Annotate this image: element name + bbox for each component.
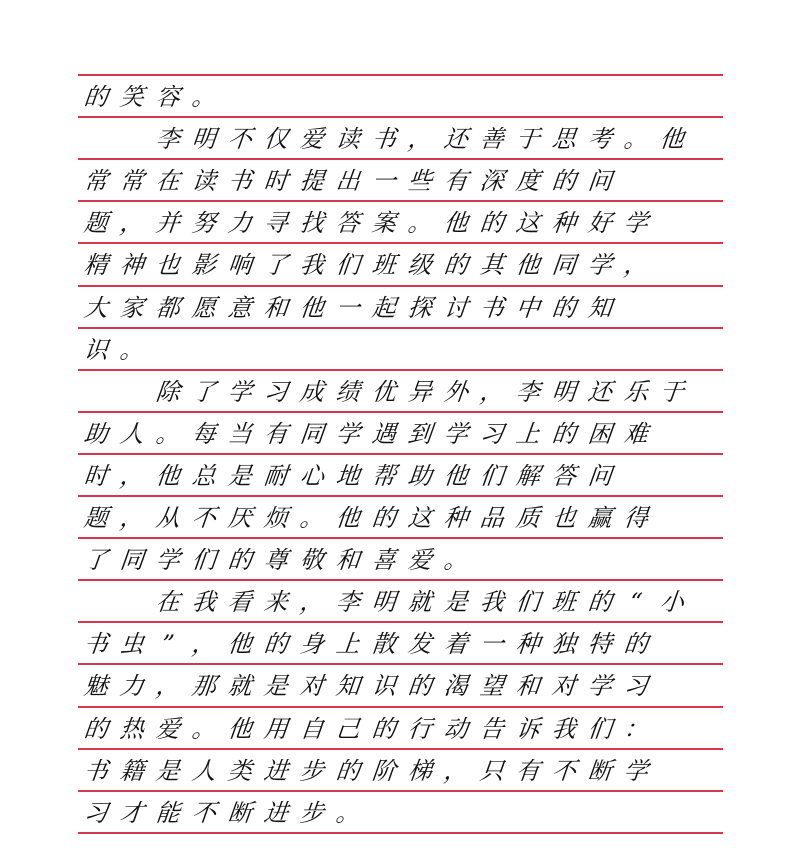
character: 知 xyxy=(586,293,614,322)
character: 魅 xyxy=(82,672,110,701)
character: 赢 xyxy=(586,504,614,532)
character: 愿 xyxy=(190,293,218,322)
character: 不 xyxy=(550,756,578,785)
character: ， xyxy=(298,588,326,617)
character: 的 xyxy=(586,588,614,617)
character: 是 xyxy=(226,461,254,490)
text-line xyxy=(78,497,723,539)
character: 进 xyxy=(262,798,290,827)
character: 爱 xyxy=(406,546,434,575)
character: 考 xyxy=(586,125,614,154)
character: 们 xyxy=(514,588,542,617)
character: 的 xyxy=(370,714,398,743)
character: 了 xyxy=(82,546,110,575)
character: 讨 xyxy=(442,293,470,322)
character: 己 xyxy=(334,714,362,743)
character: 进 xyxy=(262,756,290,785)
character: 有 xyxy=(514,756,542,785)
character: 。 xyxy=(190,83,218,111)
character: 题 xyxy=(82,504,110,532)
character: 的 xyxy=(406,672,434,701)
character: 帮 xyxy=(370,461,398,490)
character: 学 xyxy=(226,377,254,406)
character: 尊 xyxy=(262,546,290,575)
text-line xyxy=(78,287,723,329)
character: 人 xyxy=(118,419,146,448)
text-line xyxy=(78,623,723,665)
character: 学 xyxy=(442,419,470,448)
character: 他 xyxy=(514,251,542,280)
character: 质 xyxy=(514,504,542,532)
character: 大 xyxy=(82,293,110,322)
character: 到 xyxy=(406,419,434,448)
character: 于 xyxy=(514,125,542,154)
character: 题 xyxy=(82,209,110,238)
character: 这 xyxy=(514,209,542,238)
character: ， xyxy=(622,251,650,280)
character: 出 xyxy=(334,167,362,196)
character: 问 xyxy=(586,167,614,196)
character: 常 xyxy=(82,167,110,196)
character: 只 xyxy=(478,756,506,785)
character xyxy=(77,127,116,151)
character: 们 xyxy=(334,251,362,280)
character: 解 xyxy=(514,461,542,490)
text-line xyxy=(78,750,723,792)
character: 类 xyxy=(226,756,254,785)
character: 阶 xyxy=(370,756,398,785)
character: 有 xyxy=(442,167,470,196)
character: 他 xyxy=(226,714,254,743)
character: 在 xyxy=(154,588,182,617)
character xyxy=(113,590,152,614)
character: 探 xyxy=(406,293,434,322)
character: 寻 xyxy=(262,209,290,238)
character: 书 xyxy=(82,756,110,785)
character: 一 xyxy=(478,630,506,659)
character: 的 xyxy=(550,419,578,448)
character: ： xyxy=(622,714,650,743)
character: 起 xyxy=(370,293,398,322)
character: 学 xyxy=(622,756,650,785)
character: 学 xyxy=(622,209,650,238)
character: 班 xyxy=(550,588,578,617)
character: 绩 xyxy=(334,377,362,406)
character: 步 xyxy=(298,756,326,785)
character: 地 xyxy=(334,461,362,490)
character: ， xyxy=(406,125,434,154)
text-line xyxy=(78,455,723,497)
character: 这 xyxy=(406,504,434,532)
character: 是 xyxy=(442,588,470,617)
character: 还 xyxy=(442,125,470,154)
character: 的 xyxy=(550,293,578,322)
character: 对 xyxy=(550,672,578,701)
character: 案 xyxy=(370,209,398,238)
character: 精 xyxy=(82,251,110,280)
character: 我 xyxy=(298,251,326,280)
character: 的 xyxy=(550,167,578,196)
character: 学 xyxy=(334,419,362,448)
character xyxy=(113,380,152,404)
character: 烦 xyxy=(262,504,290,532)
character: 。 xyxy=(406,209,434,238)
character: 其 xyxy=(478,251,506,280)
character: 不 xyxy=(226,125,254,154)
character: 种 xyxy=(550,209,578,238)
character: 同 xyxy=(298,419,326,448)
character: 成 xyxy=(298,377,326,406)
character xyxy=(77,380,116,404)
character: 我 xyxy=(550,714,578,743)
character: 行 xyxy=(406,714,434,743)
character: 不 xyxy=(190,504,218,532)
character: 特 xyxy=(586,630,614,659)
character: 我 xyxy=(190,588,218,617)
character: 从 xyxy=(154,504,182,532)
character: 着 xyxy=(442,630,470,659)
character: 断 xyxy=(586,756,614,785)
character: 笑 xyxy=(118,83,146,111)
text-line xyxy=(78,202,723,244)
character: 的 xyxy=(226,546,254,575)
character: ， xyxy=(190,630,218,659)
character: 和 xyxy=(262,293,290,322)
character: 学 xyxy=(154,546,182,575)
character: 的 xyxy=(442,251,470,280)
character: 厌 xyxy=(226,504,254,532)
character xyxy=(113,127,152,151)
character: 的 xyxy=(82,714,110,743)
character: 时 xyxy=(82,461,110,490)
character: 力 xyxy=(226,209,254,238)
character: 和 xyxy=(514,672,542,701)
text-line xyxy=(78,581,723,623)
character: 同 xyxy=(550,251,578,280)
character: 明 xyxy=(550,377,578,406)
character: 他 xyxy=(442,209,470,238)
character: 力 xyxy=(118,672,146,701)
character: 度 xyxy=(514,167,542,196)
character: 于 xyxy=(658,377,686,406)
text-line xyxy=(78,413,723,455)
character: 容 xyxy=(154,83,182,111)
character: 的 xyxy=(622,630,650,659)
character: 提 xyxy=(298,167,326,196)
character: 就 xyxy=(406,588,434,617)
text-line xyxy=(78,76,723,118)
character: 热 xyxy=(118,714,146,743)
text-line xyxy=(78,244,723,286)
character: 能 xyxy=(154,798,182,827)
character: 影 xyxy=(190,251,218,280)
character: “ xyxy=(628,588,644,617)
character: 一 xyxy=(370,167,398,196)
character: 知 xyxy=(334,672,362,701)
character: 们 xyxy=(478,461,506,490)
character: 难 xyxy=(622,419,650,448)
character: 也 xyxy=(550,504,578,532)
character: 不 xyxy=(190,798,218,827)
character: 并 xyxy=(154,209,182,238)
character: 告 xyxy=(478,714,506,743)
character: 问 xyxy=(586,461,614,490)
character: 敬 xyxy=(298,546,326,575)
character: 习 xyxy=(478,419,506,448)
character: 书 xyxy=(82,630,110,659)
character: 。 xyxy=(118,335,146,364)
character: 籍 xyxy=(118,756,146,785)
character: 书 xyxy=(226,167,254,196)
character: 除 xyxy=(154,377,182,406)
character: 他 xyxy=(154,461,182,490)
character: 一 xyxy=(334,293,362,322)
character: 常 xyxy=(118,167,146,196)
character: 心 xyxy=(298,461,326,490)
character: 种 xyxy=(442,504,470,532)
character: 中 xyxy=(514,293,542,322)
character: 助 xyxy=(82,419,110,448)
character: 们 xyxy=(586,714,614,743)
character: 用 xyxy=(262,714,290,743)
character: 。 xyxy=(190,714,218,743)
character: 明 xyxy=(370,588,398,617)
character: 了 xyxy=(262,251,290,280)
character: ， xyxy=(478,377,506,406)
character: 他 xyxy=(442,461,470,490)
character: 喜 xyxy=(370,546,398,575)
character: 也 xyxy=(154,251,182,280)
character: 还 xyxy=(586,377,614,406)
character: 意 xyxy=(226,293,254,322)
character: 仅 xyxy=(262,125,290,154)
text-line xyxy=(78,118,723,160)
character: 总 xyxy=(190,461,218,490)
character: 梯 xyxy=(406,756,434,785)
character: 神 xyxy=(118,251,146,280)
character: 识 xyxy=(370,672,398,701)
character: 响 xyxy=(226,251,254,280)
character: 爱 xyxy=(298,125,326,154)
character: 才 xyxy=(118,798,146,827)
character: ， xyxy=(154,672,182,701)
character: 我 xyxy=(478,588,506,617)
character: 发 xyxy=(406,630,434,659)
character: 家 xyxy=(118,293,146,322)
character: 优 xyxy=(370,377,398,406)
character: 是 xyxy=(154,756,182,785)
character: 遇 xyxy=(370,419,398,448)
character: 他 xyxy=(298,293,326,322)
character: 就 xyxy=(226,672,254,701)
character: 都 xyxy=(154,293,182,322)
character: 有 xyxy=(262,419,290,448)
character xyxy=(77,590,116,614)
character: 些 xyxy=(406,167,434,196)
character: 在 xyxy=(154,167,182,196)
character: 好 xyxy=(586,209,614,238)
character: 李 xyxy=(334,588,362,617)
character: 努 xyxy=(190,209,218,238)
character: 们 xyxy=(190,546,218,575)
text-line xyxy=(78,160,723,202)
character: 读 xyxy=(190,167,218,196)
character: 那 xyxy=(190,672,218,701)
character: 习 xyxy=(82,798,110,827)
character: 散 xyxy=(370,630,398,659)
character: 独 xyxy=(550,630,578,659)
character: 上 xyxy=(334,630,362,659)
character: 深 xyxy=(478,167,506,196)
character: 步 xyxy=(298,798,326,827)
text-line xyxy=(78,792,723,834)
character: 。 xyxy=(298,504,326,532)
character: 是 xyxy=(262,672,290,701)
character: 他 xyxy=(658,125,686,154)
character: 的 xyxy=(262,630,290,659)
character: 。 xyxy=(154,419,182,448)
text-line xyxy=(78,371,723,413)
character: 困 xyxy=(586,419,614,448)
character: 来 xyxy=(262,588,290,617)
character: 自 xyxy=(298,714,326,743)
character: 了 xyxy=(190,377,218,406)
character: 上 xyxy=(514,419,542,448)
character: ” xyxy=(160,630,176,659)
text-line xyxy=(78,708,723,750)
character: 望 xyxy=(478,672,506,701)
character: 对 xyxy=(298,672,326,701)
character: 看 xyxy=(226,588,254,617)
character: 虫 xyxy=(118,630,146,659)
character: 书 xyxy=(370,125,398,154)
text-line xyxy=(78,665,723,707)
character: 答 xyxy=(550,461,578,490)
text-line xyxy=(78,329,723,371)
character: 识 xyxy=(82,335,110,364)
character: ， xyxy=(442,756,470,785)
character: 当 xyxy=(226,419,254,448)
character: 身 xyxy=(298,630,326,659)
character: 他 xyxy=(226,630,254,659)
character: 善 xyxy=(478,125,506,154)
character: 人 xyxy=(190,756,218,785)
character: 学 xyxy=(586,251,614,280)
character: 小 xyxy=(658,588,686,617)
character: 的 xyxy=(334,756,362,785)
character: 学 xyxy=(586,672,614,701)
character: 级 xyxy=(406,251,434,280)
character: 。 xyxy=(334,798,362,827)
character: 。 xyxy=(622,125,650,154)
character: ， xyxy=(118,504,146,532)
character: 找 xyxy=(298,209,326,238)
character: 渴 xyxy=(442,672,470,701)
character: 答 xyxy=(334,209,362,238)
character: ， xyxy=(118,461,146,490)
character: 得 xyxy=(622,504,650,532)
character: 种 xyxy=(514,630,542,659)
character: 李 xyxy=(514,377,542,406)
character: 习 xyxy=(262,377,290,406)
character: 异 xyxy=(406,377,434,406)
character: 断 xyxy=(226,798,254,827)
character: 乐 xyxy=(622,377,650,406)
character: 同 xyxy=(118,546,146,575)
character: 李 xyxy=(154,125,182,154)
character: 时 xyxy=(262,167,290,196)
character: 外 xyxy=(442,377,470,406)
character: 爱 xyxy=(154,714,182,743)
text-line xyxy=(78,539,723,581)
character: 的 xyxy=(370,504,398,532)
character: 耐 xyxy=(262,461,290,490)
character: 读 xyxy=(334,125,362,154)
character: 助 xyxy=(406,461,434,490)
character: 习 xyxy=(622,672,650,701)
character: 品 xyxy=(478,504,506,532)
character: 明 xyxy=(190,125,218,154)
character: ， xyxy=(118,209,146,238)
character: 书 xyxy=(478,293,506,322)
character: 班 xyxy=(370,251,398,280)
character: 他 xyxy=(334,504,362,532)
character: 思 xyxy=(550,125,578,154)
character: 诉 xyxy=(514,714,542,743)
character: 。 xyxy=(442,546,470,575)
character: 动 xyxy=(442,714,470,743)
character: 和 xyxy=(334,546,362,575)
character: 的 xyxy=(478,209,506,238)
character: 每 xyxy=(190,419,218,448)
character: 的 xyxy=(82,83,110,111)
